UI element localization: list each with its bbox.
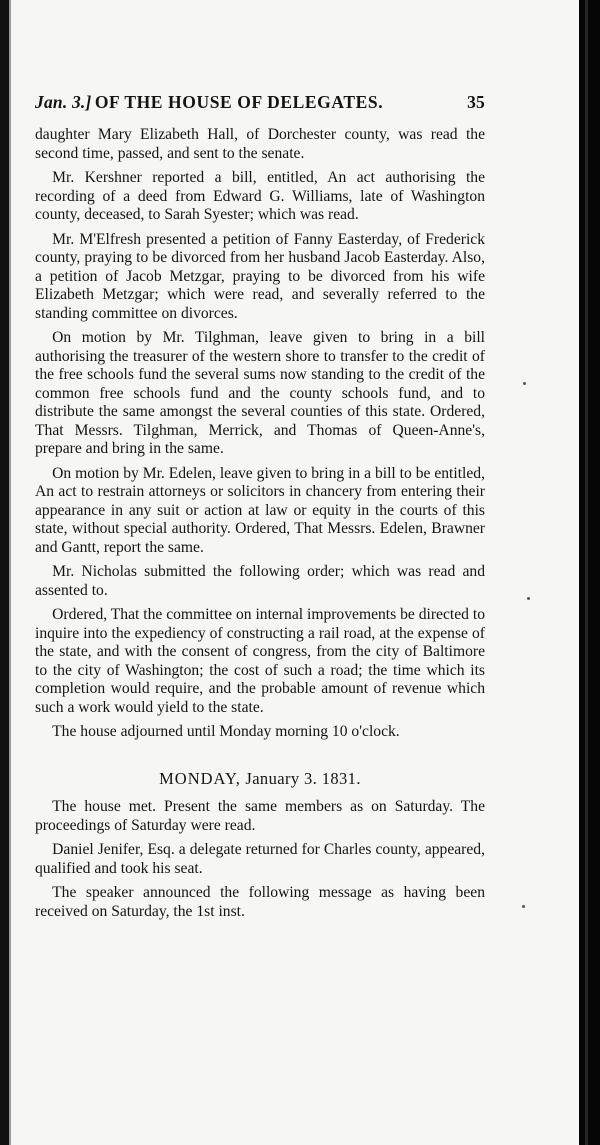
document-page <box>11 0 579 1145</box>
body-text <box>35 126 485 927</box>
header-date: Jan. 3.] <box>35 92 92 112</box>
paragraph-tilghman-motion: On motion by Mr. Tilghman, leave given to bring in a bill authorising the treasurer of the western shore to transfer to the credit of the free schools fund the several sums now standing to the credit of the common free schools fund and the county schools fund, and to distribute the same amongst the several counties of this state. Ordered, That Messrs. Tilghman, Merrick, and Thomas of Queen-Anne's, prepare and bring in the same. <box>35 329 485 457</box>
paragraph-edelen-motion: On motion by Mr. Edelen, leave given to bring in a bill to be entitled, An act to restrain attorneys or solicitors in chancery from entering their appearance in any suit or action at law or equity in the courts of this state, without special authority. Ordered, That Messrs. Edelen, Brawner and Gantt, report the same. <box>35 464 485 556</box>
paragraph-house-met: The house met. Present the same members as on Saturday. The proceedings of Saturday were read. <box>35 798 485 834</box>
paragraph-continued: daughter Mary Elizabeth Hall, of Dorchester county, was read the second time, passed, and sent to the senate. <box>35 126 485 162</box>
scan-right-strip <box>585 0 588 1145</box>
page-number: 35 <box>467 92 485 112</box>
date-heading-date: January 3. 1831. <box>245 768 361 788</box>
page-header <box>35 92 485 118</box>
paragraph-jenifer-seat: Daniel Jenifer, Esq. a delegate returned for Charles county, appeared, qualified and took his seat. <box>35 841 485 877</box>
date-heading <box>35 770 485 789</box>
header-title: OF THE HOUSE OF DELEGATES. <box>94 92 384 112</box>
paragraph-nicholas-order: Mr. Nicholas submitted the following order; which was read and assented to. <box>35 563 485 599</box>
scan-speck <box>527 597 530 600</box>
scan-speck <box>522 905 525 908</box>
date-heading-day: MONDAY, <box>159 768 241 788</box>
paragraph-adjournment: The house adjourned until Monday morning 10 o'clock. <box>52 723 400 740</box>
paragraph-rail-road-order: Ordered, That the committee on internal improvements be directed to inquire into the expediency of constructing a rail road, at the expense of the state, and with the consent of congress, from the city of Baltimore to the city of Washington; the cost of such a road; the time which its completion would require, and the probable amount of revenue which such a work would yield to the state. <box>35 606 485 716</box>
paragraph-divorce-petitions: Mr. M'Elfresh presented a petition of Fanny Easterday, of Frederick county, praying to be divorced from her husband Jacob Easterday. Also, a petition of Jacob Metzgar, praying to be divorced from his wife Elizabeth Metzgar; which were read, and severally referred to the standing committee on divorces. <box>35 230 485 322</box>
scan-speck <box>523 382 526 385</box>
paragraph-kershner-bill: Mr. Kershner reported a bill, entitled, An act authorising the recording of a deed from Edward G. Williams, late of Washington county, deceased, to Sarah Syester; which was read. <box>35 169 485 223</box>
paragraph-speaker-message: The speaker announced the following message as having been received on Saturday, the 1st inst. <box>35 884 485 920</box>
scan-right-edge <box>579 0 600 1145</box>
scan-left-edge <box>0 0 11 1145</box>
